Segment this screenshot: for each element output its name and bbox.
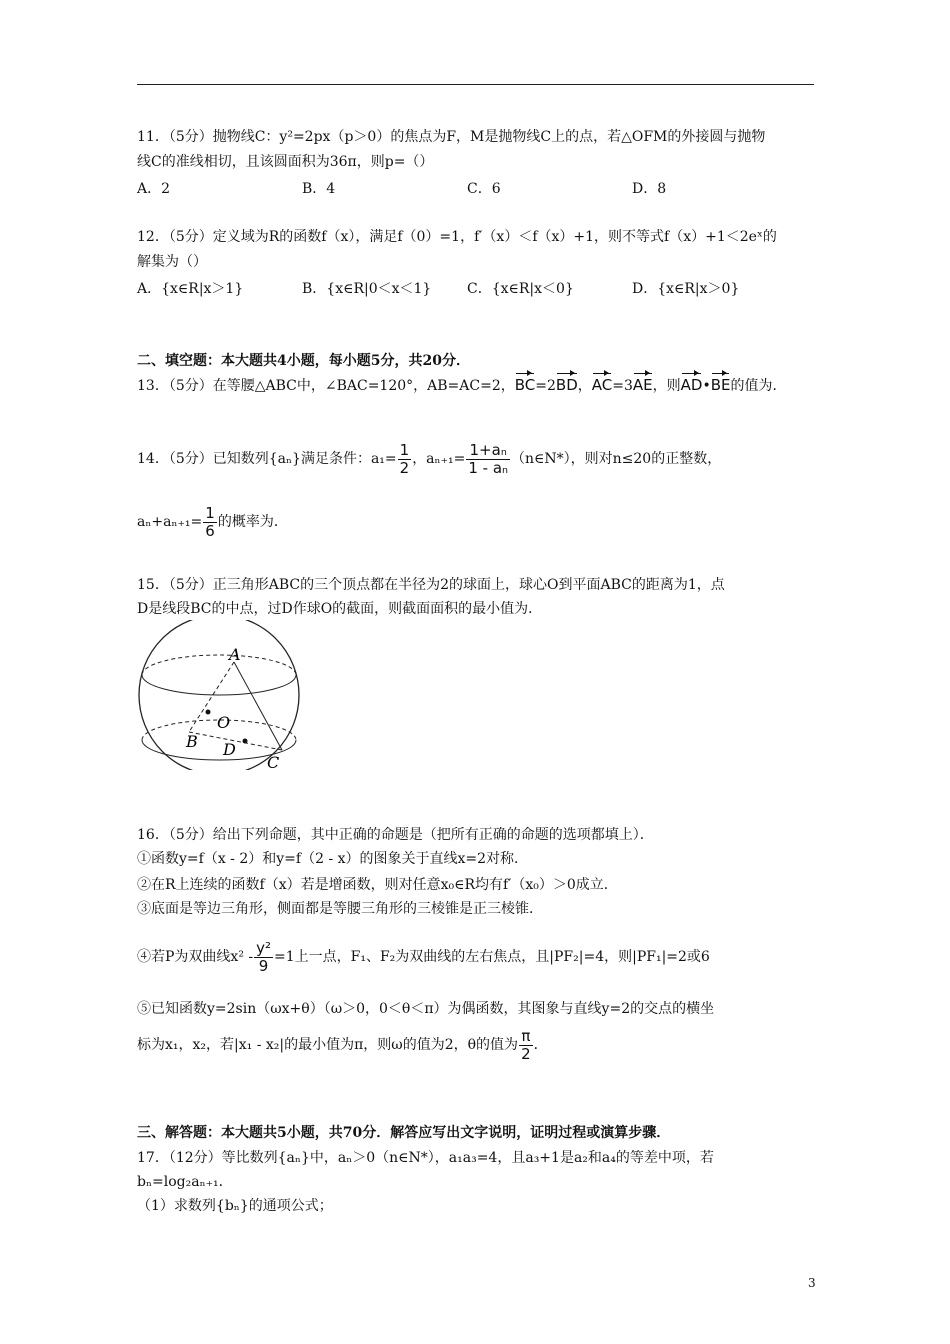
midpoint-d-point — [243, 739, 248, 744]
q13-prefix: 13．（5分）在等腰△ABC中，∠BAC=120°，AB=AC=2， — [137, 378, 515, 394]
q11-option-a: A．2 — [137, 181, 171, 197]
label-a: A — [229, 645, 241, 664]
q11-option-b: B．4 — [302, 181, 336, 197]
q12-option-b: B．{x∈R|0＜x＜1} — [302, 281, 432, 297]
q16-prop4 — [137, 934, 710, 980]
probability-denominator: 6 — [205, 521, 215, 540]
recurrence-fraction — [466, 442, 510, 476]
q16-p4-prefix: ④若P为双曲线x² - — [137, 949, 254, 965]
q13-comma: ， — [577, 378, 592, 394]
q12-option-a: A．{x∈R|x＞1} — [137, 281, 244, 297]
hyperbola-fraction — [254, 940, 273, 974]
q16-line1: 16．（5分）给出下列命题，其中正确的命题是（把所有正确的命题的选项都填上）． — [137, 827, 654, 843]
label-c: C — [267, 753, 280, 770]
q12-line1: 12．（5分）定义域为R的函数f（x），满足f（0）=1，f′（x）＜f（x）+1，则不等式f（x）+1＜2eˣ的 — [137, 229, 777, 245]
q12-option-c: C．{x∈R|x＜0} — [467, 281, 574, 297]
q16-prop5-line1: ⑤已知函数y=2sin（ωx+θ）（ω＞0，0＜θ＜π）为偶函数，其图象与直线y=2的交点的横坐 — [137, 1001, 715, 1017]
q15-line1: 15．（5分）正三角形ABC的三个顶点都在半径为2的球面上，球心O到平面ABC的距离为1，点 — [137, 577, 725, 593]
label-o: O — [217, 713, 231, 732]
edge-ac — [234, 662, 282, 750]
q14-line2-suffix: 的概率为． — [217, 514, 288, 530]
q16-prop3: ③底面是等边三角形，侧面都是等腰三角形的三棱锥是正三棱锥． — [137, 901, 543, 917]
probability-fraction — [203, 505, 217, 539]
upper-circle-front — [142, 675, 296, 695]
q17-line3: （1）求数列{bₙ}的通项公式； — [137, 1198, 333, 1214]
dot-product-sign: • — [702, 378, 711, 394]
q15-line2: D是线段BC的中点，过D作球O的截面，则截面面积的最小值为． — [137, 601, 543, 617]
a1-denominator: 2 — [399, 458, 410, 477]
theta-denominator: 2 — [521, 1044, 531, 1063]
hyperbola-denominator: 9 — [258, 956, 269, 975]
q16-prop1: ①函数y=f（x - 2）和y=f（2 - x）的图象关于直线x=2对称． — [137, 851, 529, 867]
a1-fraction — [398, 442, 412, 476]
q11-line1: 11．（5分）抛物线C：y²=2px（p＞0）的焦点为F，M是抛物线C上的点，若△OFM的外接圆与抛物 — [137, 129, 766, 145]
vector-ae: AE — [632, 376, 653, 394]
header-rule — [137, 84, 814, 85]
probability-numerator: 1 — [205, 504, 215, 522]
center-o-point — [206, 710, 211, 715]
q14-line2 — [137, 502, 288, 542]
q17-line1: 17．（12分）等比数列{aₙ}中，aₙ＞0（n∈N*），a₁a₃=4，且a₃+1是a₂和a₄的等差中项，若 — [137, 1150, 714, 1166]
q11-option-c: C．6 — [467, 181, 501, 197]
theta-fraction — [519, 1028, 533, 1062]
recurrence-numerator: 1+aₙ — [466, 442, 510, 460]
upper-circle-back — [142, 655, 296, 675]
vector-be: BE — [710, 376, 731, 394]
q14-line1 — [137, 434, 721, 484]
vector-ad: AD — [680, 376, 703, 394]
q13-eq2: =3 — [612, 378, 633, 394]
q16-prop5-line2 — [137, 1022, 548, 1068]
q13-eq1: =2 — [535, 378, 556, 394]
q13-line — [137, 376, 786, 395]
q14-prefix: 14．（5分）已知数列{aₙ}满足条件：a₁= — [137, 451, 397, 467]
q17-line2: bₙ=log₂aₙ₊₁． — [137, 1174, 233, 1190]
sphere-figure — [137, 620, 307, 770]
label-b: B — [186, 732, 198, 751]
vector-bc: BC — [514, 376, 536, 394]
q16-p5-suffix: ． — [533, 1037, 548, 1053]
page-number: 3 — [808, 1276, 816, 1290]
label-d: D — [223, 740, 236, 759]
recurrence-denominator: 1 - aₙ — [468, 458, 508, 477]
q11-option-d: D．8 — [632, 181, 667, 197]
q16-p4-suffix: =1上一点，F₁、F₂为双曲线的左右焦点，且|PF₂|=4，则|PF₁|=2或6 — [274, 949, 710, 965]
q13-then: ，则 — [652, 378, 681, 394]
q11-line2: 线C的准线相切，且该圆面积为36π，则p=（） — [137, 154, 434, 170]
q14-mid: ，aₙ₊₁= — [412, 451, 466, 467]
vector-ac: AC — [591, 376, 613, 394]
theta-numerator: π — [519, 1028, 533, 1046]
q16-p5-prefix: 标为x₁，x₂，若|x₁ - x₂|的最小值为π，则ω的值为2，θ的值为 — [137, 1037, 519, 1053]
section2-heading: 二、填空题：本大题共4小题，每小题5分，共20分． — [137, 353, 470, 369]
section3-heading: 三、解答题：本大题共5小题，共70分．解答应写出文字说明，证明过程或演算步骤． — [137, 1125, 671, 1141]
q12-option-d: D．{x∈R|x＞0} — [632, 281, 740, 297]
q12-line2: 解集为（） — [137, 254, 207, 270]
q13-suffix: 的值为． — [730, 378, 787, 394]
q16-prop2: ②在R上连续的函数f（x）若是增函数，则对任意x₀∈R均有f′（x₀）＞0成立． — [137, 877, 618, 893]
a1-numerator: 1 — [399, 441, 410, 459]
q14-condition: （n∈N*） — [511, 451, 571, 467]
q14-suffix: ，则对n≤20的正整数， — [570, 451, 722, 467]
hyperbola-numerator: y² — [256, 939, 271, 957]
vector-bd: BD — [555, 376, 578, 394]
q14-line2-prefix: aₙ+aₙ₊₁= — [137, 514, 203, 530]
